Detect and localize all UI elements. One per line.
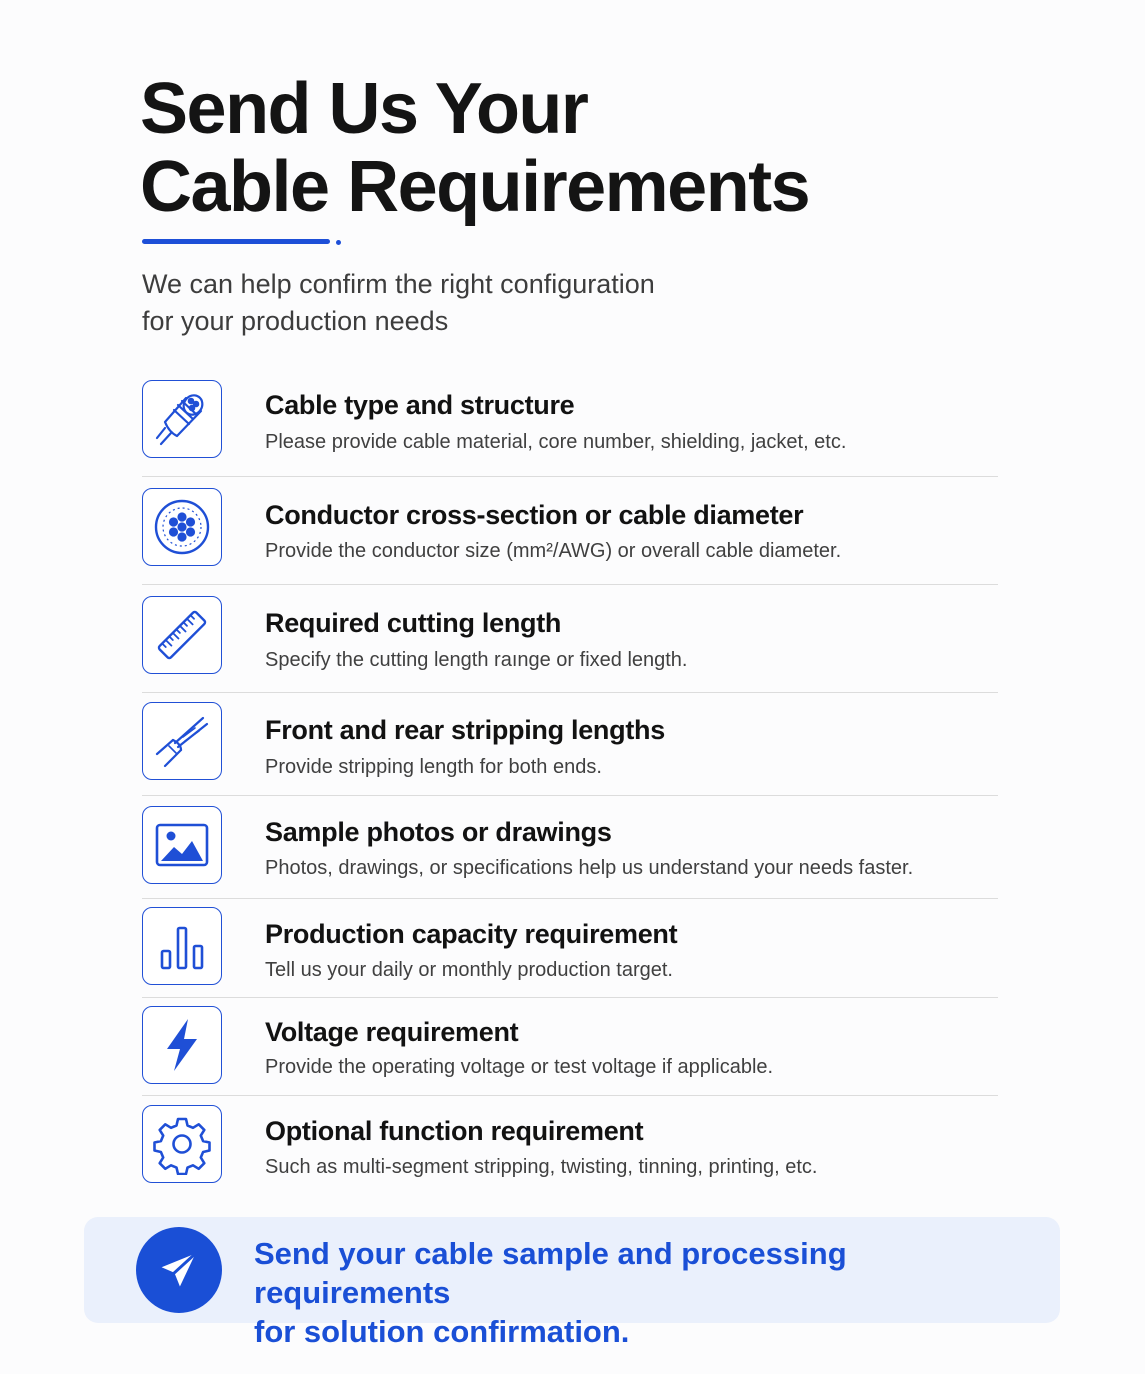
requirement-title: Conductor cross-section or cable diameter [265, 500, 804, 530]
requirement-title: Voltage requirement [265, 1017, 519, 1047]
requirement-title: Production capacity requirement [265, 919, 678, 949]
paper-plane-icon [136, 1227, 222, 1313]
row-divider [142, 584, 998, 585]
image-icon [142, 806, 222, 884]
page-title-line-1: Send Us Your [140, 69, 588, 149]
requirement-description: Provide stripping length for both ends. [265, 756, 602, 778]
cable-cross-section-icon [142, 488, 222, 566]
requirement-description: Photos, drawings, or specifications help us understand your needs faster. [265, 857, 914, 879]
page-title-line-2: Cable Requirements [140, 147, 810, 227]
subtitle-line-1: We can help confirm the right configuration [142, 269, 655, 299]
requirement-description: Such as multi-segment stripping, twisting, tinning, printing, etc. [265, 1156, 818, 1178]
stripped-wire-icon [142, 702, 222, 780]
cta-banner [84, 1217, 1060, 1349]
requirement-title: Cable type and structure [265, 390, 575, 420]
title-accent-dot [336, 240, 341, 245]
row-divider [142, 898, 998, 899]
row-divider [142, 997, 998, 998]
page-subtitle [142, 266, 842, 340]
requirement-description: Tell us your daily or monthly production target. [265, 959, 673, 981]
requirement-title: Sample photos or drawings [265, 817, 612, 847]
cable-icon [142, 380, 222, 458]
requirement-description: Specify the cutting length raınge or fixed length. [265, 649, 688, 671]
requirement-title: Optional function requirement [265, 1116, 644, 1146]
bar-chart-icon [142, 907, 222, 985]
gear-icon [142, 1105, 222, 1183]
requirement-description: Provide the operating voltage or test voltage if applicable. [265, 1056, 774, 1078]
requirement-title: Required cutting length [265, 608, 562, 638]
requirement-description: Please provide cable material, core number, shielding, jacket, etc. [265, 431, 847, 453]
requirement-description: Provide the conductor size (mm²/AWG) or overall cable diameter. [265, 540, 842, 562]
cta-line-2: for solution confirmation. [254, 1314, 630, 1349]
page-title [140, 70, 1040, 226]
row-divider [142, 476, 998, 477]
requirement-title: Front and rear stripping lengths [265, 715, 665, 745]
row-divider [142, 1095, 998, 1096]
title-accent-line [142, 239, 330, 244]
lightning-bolt-icon [142, 1006, 222, 1084]
cta-text [254, 1234, 1044, 1351]
row-divider [142, 692, 998, 693]
row-divider [142, 795, 998, 796]
cta-line-1: Send your cable sample and processing requirements [254, 1236, 847, 1310]
subtitle-line-2: for your production needs [142, 306, 449, 336]
ruler-icon [142, 596, 222, 674]
